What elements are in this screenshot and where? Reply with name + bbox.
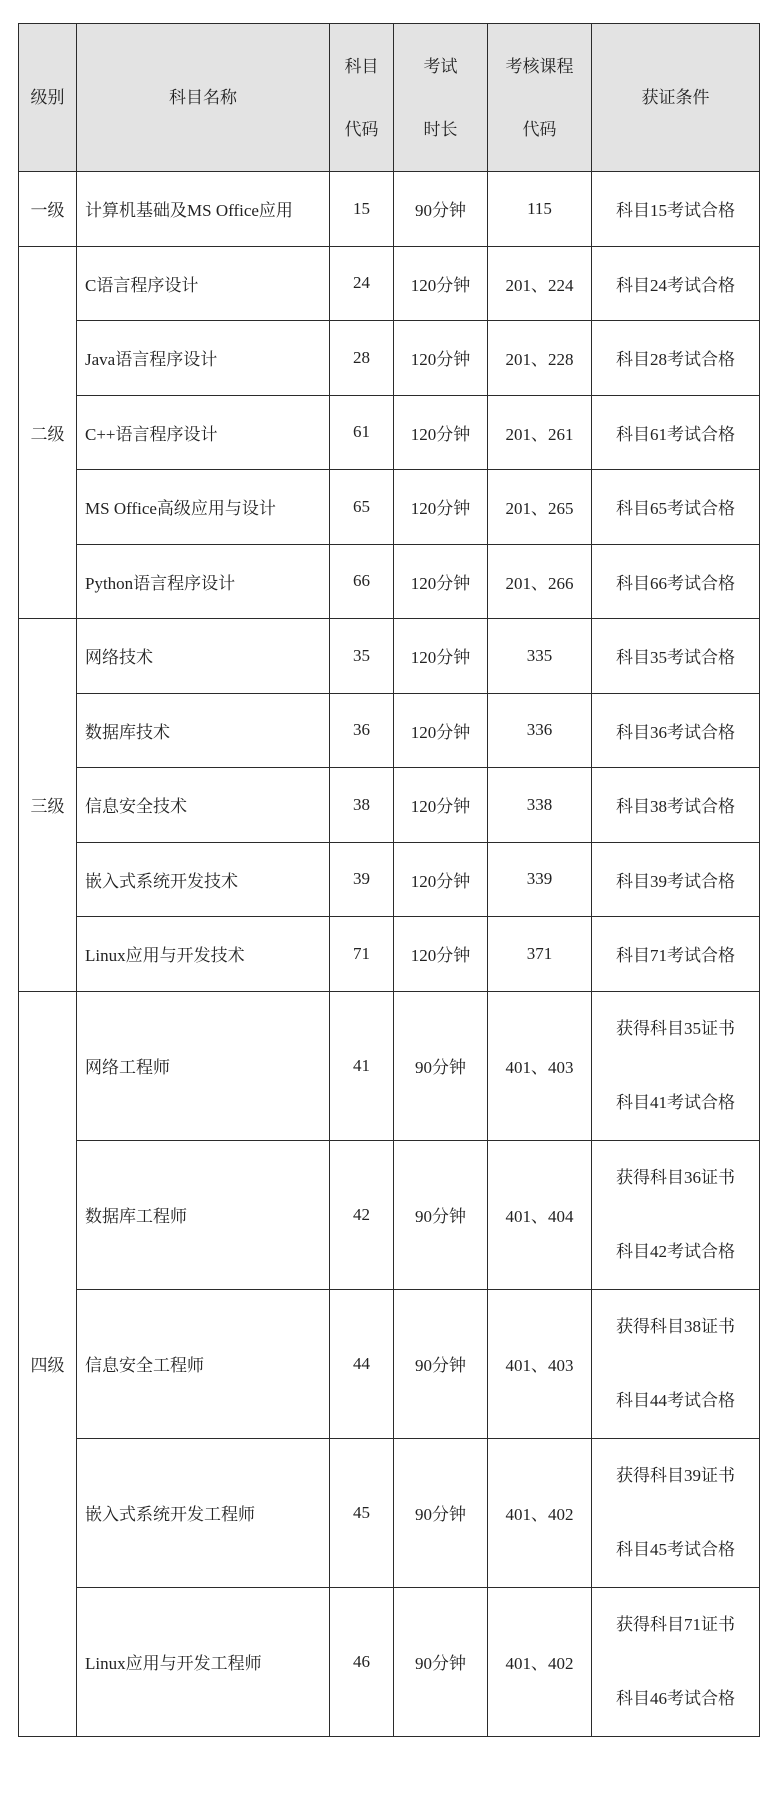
duration-cell: 90分钟 — [394, 991, 488, 1140]
subject-name-cell: Linux应用与开发工程师 — [77, 1587, 330, 1736]
condition-cell — [592, 991, 760, 1140]
level-cell: 四级 — [19, 991, 77, 1736]
table-row — [19, 1587, 760, 1736]
subject-code-cell: 39 — [330, 842, 394, 917]
condition-cell — [592, 917, 760, 992]
table-row — [19, 768, 760, 843]
duration-cell: 120分钟 — [394, 693, 488, 768]
course-code-cell: 338 — [488, 768, 592, 843]
duration-cell: 90分钟 — [394, 1140, 488, 1289]
table-row — [19, 395, 760, 470]
subject-name-cell: C++语言程序设计 — [77, 395, 330, 470]
duration-cell: 120分钟 — [394, 768, 488, 843]
course-code-cell: 401、402 — [488, 1587, 592, 1736]
duration-cell: 120分钟 — [394, 842, 488, 917]
course-code-cell: 401、402 — [488, 1438, 592, 1587]
subject-code-cell: 65 — [330, 470, 394, 545]
duration-cell: 90分钟 — [394, 1289, 488, 1438]
table-row — [19, 470, 760, 545]
table-row — [19, 246, 760, 321]
duration-cell: 120分钟 — [394, 470, 488, 545]
subject-name-cell: MS Office高级应用与设计 — [77, 470, 330, 545]
level-cell: 一级 — [19, 172, 77, 247]
course-code-cell: 335 — [488, 619, 592, 694]
subject-name-cell: 信息安全技术 — [77, 768, 330, 843]
condition-line: 获得科目35证书 — [616, 1018, 735, 1038]
header-duration-line2: 时长 — [423, 119, 458, 139]
subject-code-cell: 35 — [330, 619, 394, 694]
duration-cell: 90分钟 — [394, 1438, 488, 1587]
condition-cell — [592, 1289, 760, 1438]
course-code-cell: 201、266 — [488, 544, 592, 619]
condition-cell — [592, 1140, 760, 1289]
subject-code-cell: 15 — [330, 172, 394, 247]
level-cell: 二级 — [19, 246, 77, 619]
condition-cell — [592, 842, 760, 917]
condition-line: 获得科目36证书 — [616, 1167, 735, 1187]
condition-cell — [592, 619, 760, 694]
condition-line: 科目42考试合格 — [616, 1241, 735, 1261]
condition-line: 获得科目71证书 — [616, 1614, 735, 1634]
condition-cell — [592, 321, 760, 396]
subject-code-cell: 44 — [330, 1289, 394, 1438]
table-row — [19, 321, 760, 396]
subject-code-cell: 38 — [330, 768, 394, 843]
subject-name-cell: Linux应用与开发技术 — [77, 917, 330, 992]
condition-line: 科目15考试合格 — [616, 201, 735, 221]
subject-name-cell: 数据库技术 — [77, 693, 330, 768]
condition-line: 科目28考试合格 — [616, 350, 735, 370]
header-name: 科目名称 — [77, 24, 330, 172]
subject-code-cell: 41 — [330, 991, 394, 1140]
subject-name-cell: Java语言程序设计 — [77, 321, 330, 396]
header-duration-line1: 考试 — [423, 56, 458, 76]
duration-cell: 120分钟 — [394, 619, 488, 694]
condition-cell — [592, 172, 760, 247]
course-code-cell: 201、224 — [488, 246, 592, 321]
header-duration — [394, 24, 488, 172]
table-row — [19, 917, 760, 992]
table-row — [19, 1438, 760, 1587]
subject-code-cell: 46 — [330, 1587, 394, 1736]
condition-line: 获得科目39证书 — [616, 1465, 735, 1485]
condition-line: 科目61考试合格 — [616, 424, 735, 444]
subject-code-cell: 42 — [330, 1140, 394, 1289]
subject-name-cell: C语言程序设计 — [77, 246, 330, 321]
course-code-cell: 371 — [488, 917, 592, 992]
duration-cell: 90分钟 — [394, 172, 488, 247]
subject-name-cell: 数据库工程师 — [77, 1140, 330, 1289]
course-code-cell: 201、265 — [488, 470, 592, 545]
subject-name-cell: 网络工程师 — [77, 991, 330, 1140]
subject-code-cell: 28 — [330, 321, 394, 396]
duration-cell: 120分钟 — [394, 321, 488, 396]
table-row — [19, 619, 760, 694]
condition-cell — [592, 395, 760, 470]
duration-cell: 120分钟 — [394, 246, 488, 321]
condition-line: 科目46考试合格 — [616, 1688, 735, 1708]
subject-name-cell: Python语言程序设计 — [77, 544, 330, 619]
header-course-code — [488, 24, 592, 172]
table-row — [19, 172, 760, 247]
condition-cell — [592, 246, 760, 321]
condition-cell — [592, 1587, 760, 1736]
table-row — [19, 693, 760, 768]
header-code — [330, 24, 394, 172]
header-condition: 获证条件 — [592, 24, 760, 172]
condition-line: 获得科目38证书 — [616, 1316, 735, 1336]
table-row — [19, 544, 760, 619]
subject-code-cell: 61 — [330, 395, 394, 470]
condition-cell — [592, 544, 760, 619]
exam-subjects-table — [18, 23, 760, 1737]
condition-line: 科目71考试合格 — [616, 946, 735, 966]
course-code-cell: 201、261 — [488, 395, 592, 470]
table-row — [19, 1140, 760, 1289]
course-code-cell: 115 — [488, 172, 592, 247]
condition-line: 科目65考试合格 — [616, 499, 735, 519]
subject-name-cell: 嵌入式系统开发技术 — [77, 842, 330, 917]
table-row — [19, 842, 760, 917]
duration-cell: 120分钟 — [394, 917, 488, 992]
condition-cell — [592, 693, 760, 768]
subject-code-cell: 36 — [330, 693, 394, 768]
course-code-cell: 336 — [488, 693, 592, 768]
table-row — [19, 991, 760, 1140]
subject-name-cell: 信息安全工程师 — [77, 1289, 330, 1438]
course-code-cell: 201、228 — [488, 321, 592, 396]
subject-name-cell: 嵌入式系统开发工程师 — [77, 1438, 330, 1587]
condition-line: 科目45考试合格 — [616, 1539, 735, 1559]
condition-line: 科目66考试合格 — [616, 573, 735, 593]
level-cell: 三级 — [19, 619, 77, 992]
subject-code-cell: 66 — [330, 544, 394, 619]
header-level: 级别 — [19, 24, 77, 172]
header-course-code-line1: 考核课程 — [505, 56, 574, 76]
header-row — [19, 24, 760, 172]
condition-line: 科目24考试合格 — [616, 275, 735, 295]
table-body — [19, 172, 760, 1737]
header-course-code-line2: 代码 — [522, 119, 557, 139]
course-code-cell: 401、404 — [488, 1140, 592, 1289]
condition-line: 科目39考试合格 — [616, 871, 735, 891]
header-code-line1: 科目 — [344, 56, 379, 76]
header-code-line2: 代码 — [344, 119, 379, 139]
condition-cell — [592, 768, 760, 843]
subject-name-cell: 计算机基础及MS Office应用 — [77, 172, 330, 247]
subject-name-cell: 网络技术 — [77, 619, 330, 694]
condition-cell — [592, 1438, 760, 1587]
condition-line: 科目36考试合格 — [616, 722, 735, 742]
course-code-cell: 401、403 — [488, 1289, 592, 1438]
condition-line: 科目35考试合格 — [616, 648, 735, 668]
condition-line: 科目41考试合格 — [616, 1092, 735, 1112]
condition-line: 科目44考试合格 — [616, 1390, 735, 1410]
condition-cell — [592, 470, 760, 545]
course-code-cell: 339 — [488, 842, 592, 917]
subject-code-cell: 24 — [330, 246, 394, 321]
condition-line: 科目38考试合格 — [616, 797, 735, 817]
subject-code-cell: 71 — [330, 917, 394, 992]
duration-cell: 120分钟 — [394, 395, 488, 470]
duration-cell: 120分钟 — [394, 544, 488, 619]
course-code-cell: 401、403 — [488, 991, 592, 1140]
table-row — [19, 1289, 760, 1438]
subject-code-cell: 45 — [330, 1438, 394, 1587]
duration-cell: 90分钟 — [394, 1587, 488, 1736]
